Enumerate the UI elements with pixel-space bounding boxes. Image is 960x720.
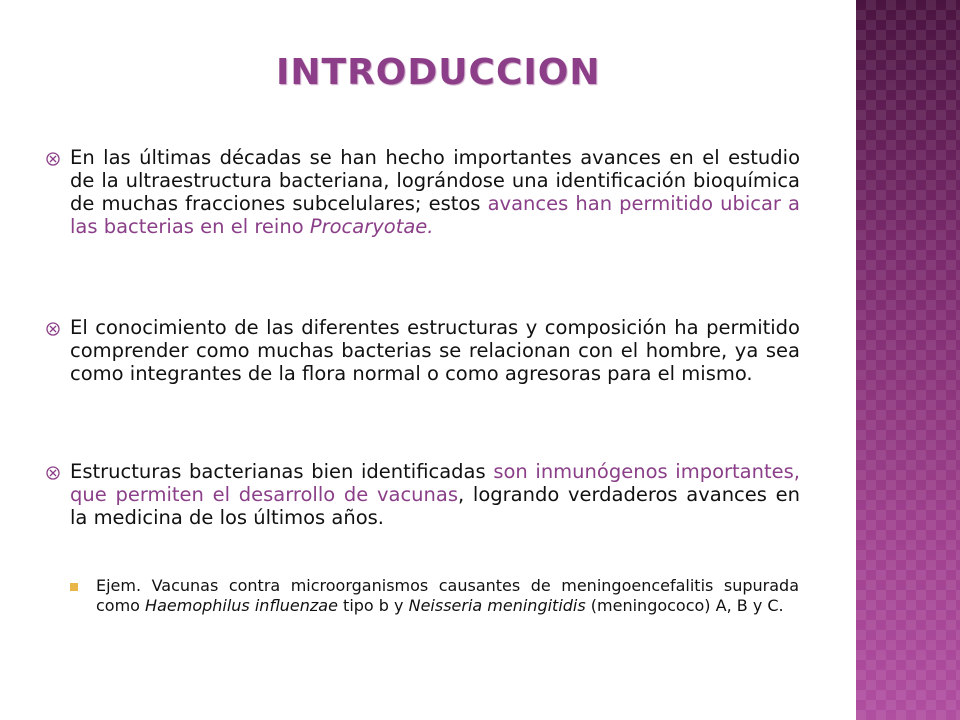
sub-bullet-text-b: tipo b y — [337, 596, 409, 615]
target-bullet-icon — [46, 466, 60, 480]
paragraph-structures: El conocimiento de las diferentes estructuras y composición ha permitido comprender como muchas bacterias se relacionan con el hombre, ya sea como integrantes de la flora normal o como agresoras para el mismo. — [70, 316, 800, 385]
slide-title: INTRODUCCION — [276, 52, 601, 93]
paragraph-1-highlight: avances han permitido ubicar a las bacterias en el reino — [70, 192, 801, 238]
target-bullet-icon — [46, 322, 60, 336]
paragraph-3-text-a: Estructuras bacterianas bien identificadas — [70, 460, 494, 483]
organism-haemophilus: Haemophilus influenzae — [145, 596, 338, 615]
sub-bullet-text-c: (meningococo) A, B y C. — [585, 596, 784, 615]
paragraph-vaccines — [70, 460, 800, 529]
target-bullet-icon — [46, 152, 60, 166]
organism-neisseria: Neisseria meningitidis — [408, 596, 586, 615]
paragraph-ultrastructure — [70, 146, 800, 238]
decorative-side-band — [856, 0, 960, 720]
sub-bullet-text-a: Ejem. Vacunas contra microorganismos causantes de meningoencefalitis supurada como — [96, 576, 799, 615]
sub-bullet-example — [96, 576, 799, 616]
paragraph-3-text-c: , logrando verdaderos avances en la medicina de los últimos años. — [70, 483, 800, 529]
square-bullet-icon — [70, 583, 78, 591]
kingdom-name: Procaryotae. — [309, 215, 434, 238]
paragraph-3-highlight: son inmunógenos importantes, que permiten el desarrollo de vacunas — [70, 460, 800, 506]
paragraph-1-text: En las últimas décadas se han hecho importantes avances en el estudio de la ultraestructura bacteriana, lográndose una identificación bioquímica de muchas fracciones subcelulares; estos — [70, 146, 800, 215]
